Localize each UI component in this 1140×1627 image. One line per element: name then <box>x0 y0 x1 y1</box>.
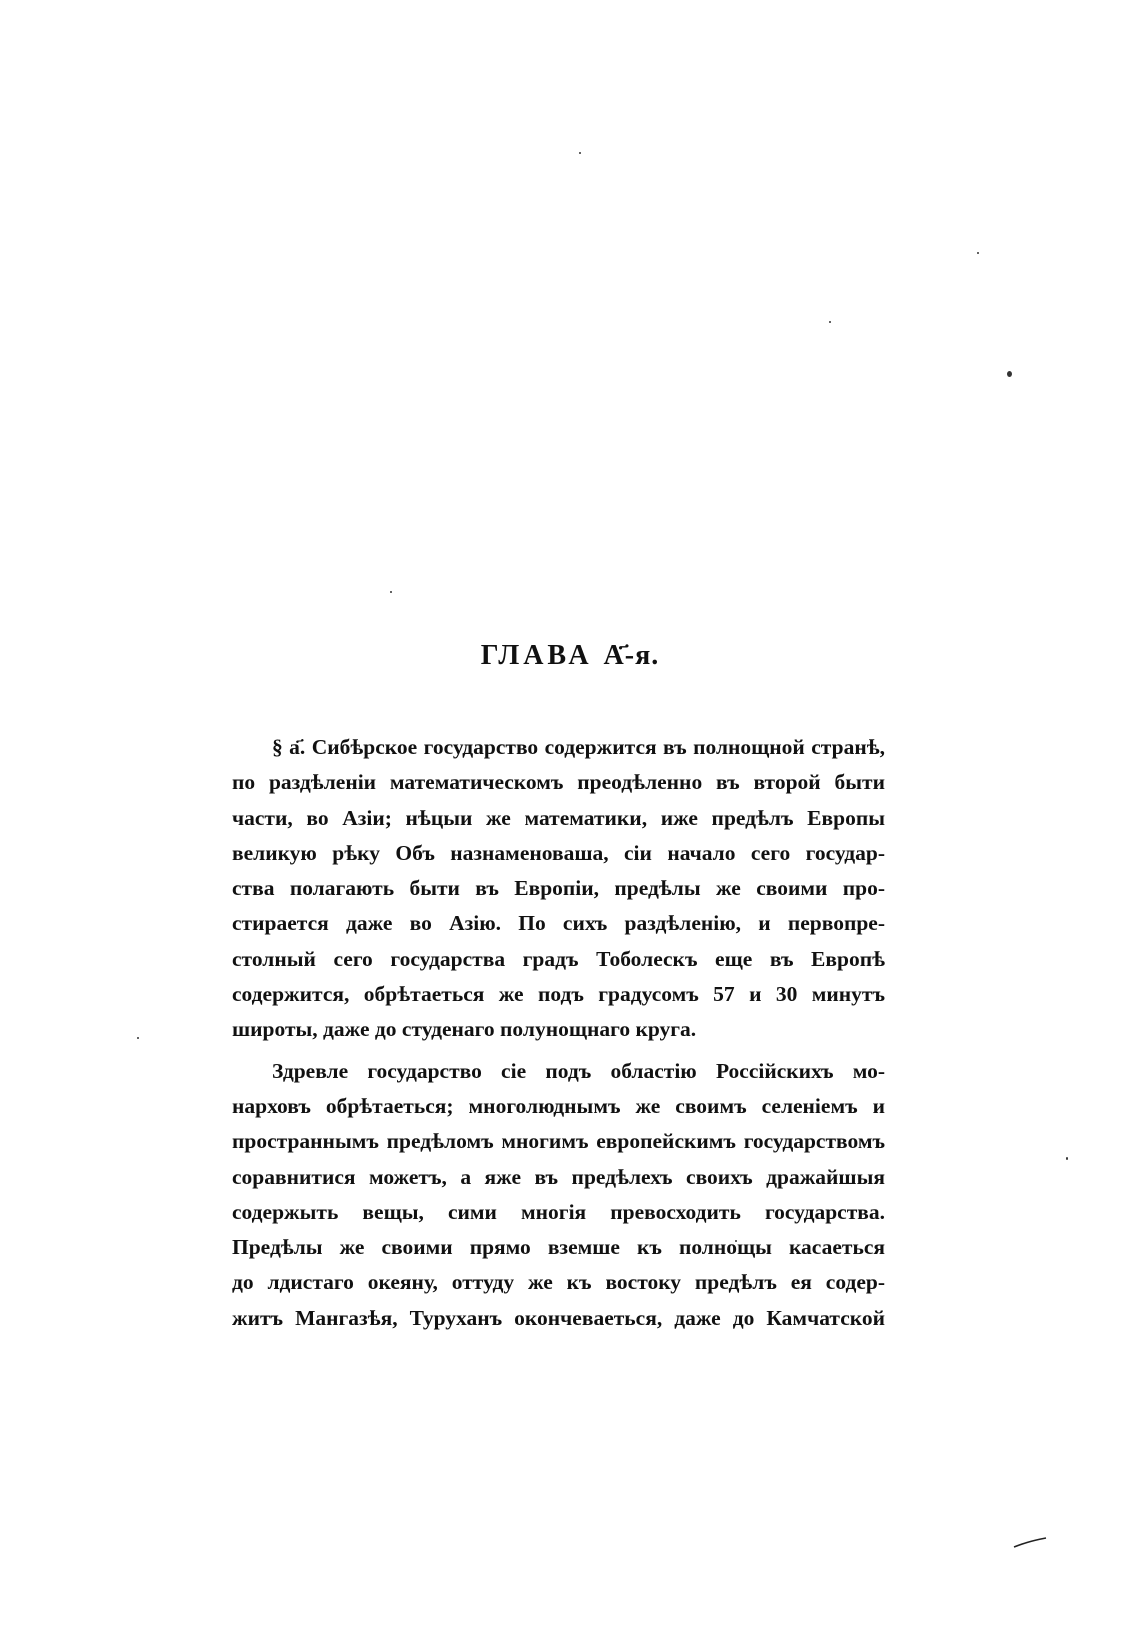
text-line: широты, даже до студенаго полунощнаго круга. <box>232 1017 697 1042</box>
paragraph-1 <box>232 730 885 1048</box>
text-line: пространнымъ предѣломъ многимъ европейскимъ государствомъ <box>232 1129 885 1154</box>
chapter-title: ГЛАВА <box>480 640 593 671</box>
text-line: столный сего государства градъ Тоболескъ еще въ Европѣ <box>232 946 885 971</box>
scan-speck <box>829 321 831 323</box>
text-line: Предѣлы же своими прямо вземше къ полнощы касаеться <box>232 1235 885 1260</box>
paragraph-2 <box>232 1054 885 1336</box>
text-line: великую рѣку Объ назнаменоваша, сіи начало сего государ- <box>232 840 885 865</box>
text-line: содержыть вещы, сими многія превосходить государства. <box>232 1199 885 1224</box>
scan-speck <box>1066 1157 1068 1160</box>
chapter-number: А҃-я. <box>603 640 660 671</box>
text-line: стирается даже во Азію. По сихъ раздѣленію, и первопре- <box>232 911 885 936</box>
text-line: житъ Мангазѣя, Туруханъ окончеваеться, даже до Камчатской <box>232 1305 885 1330</box>
text-line: части, во Азіи; нѣцыи же математики, иже предѣлъ Европы <box>232 805 885 830</box>
text-line: § а҃. Сибѣрское государство содержится въ полнощной странѣ, <box>272 735 885 759</box>
scan-speck <box>579 152 581 154</box>
body-text <box>232 730 885 1336</box>
text-line: содержится, обрѣтаеться же подъ градусомъ 57 и 30 минутъ <box>232 982 885 1007</box>
text-line: нарховъ обрѣтаеться; многолюднымъ же своимъ селеніемъ и <box>232 1093 885 1118</box>
text-line: Здревле государство сіе подъ областію Россійскихъ мо- <box>272 1058 885 1083</box>
chapter-heading <box>0 640 1140 672</box>
text-line: по раздѣленіи математическомъ преодѣленно въ второй быти <box>232 770 885 795</box>
text-line: ства полагають быти въ Европіи, предѣлы же своими про- <box>232 876 885 901</box>
scan-speck <box>1007 371 1012 377</box>
scan-speck <box>137 1037 139 1039</box>
scan-speck <box>977 252 979 254</box>
text-line: соравнитися можетъ, а яже въ предѣлехъ своихъ дражайшыя <box>232 1164 885 1189</box>
scan-speck <box>390 591 392 593</box>
text-line: до лдистаго океяну, оттуду же къ востоку предѣлъ ея содер- <box>232 1270 885 1295</box>
pen-mark <box>1012 1537 1048 1549</box>
